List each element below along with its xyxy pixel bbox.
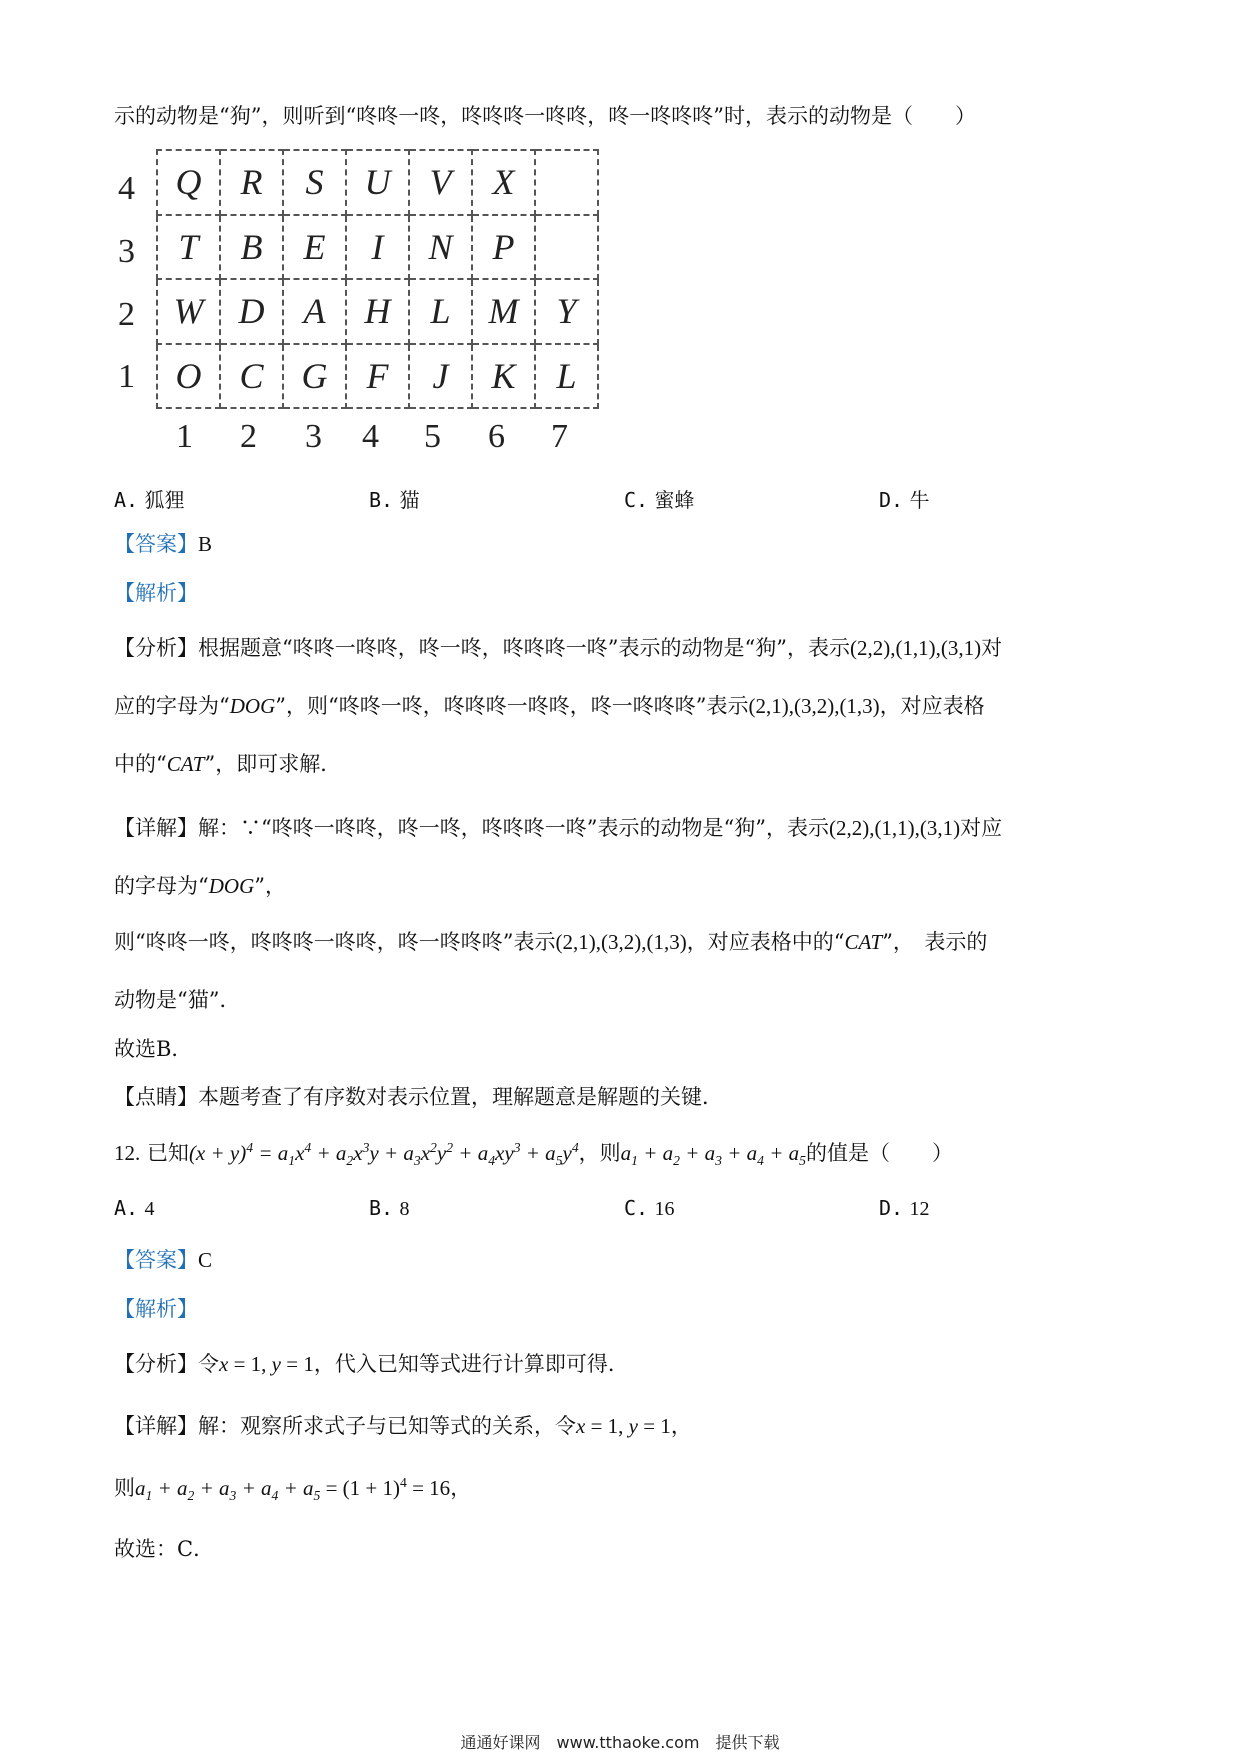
grid-cell: S [283,150,346,215]
col-label-6: 6 [488,418,505,455]
q11-xiangjie-line3: 则“咚咚一咚，咚咚咚一咚咚，咚一咚咚咚”表示(2,1),(3,2),(1,3)，对应表格中的“CAT”， 表示的 [114,930,988,954]
grid-cell: E [283,215,346,280]
letter-grid [156,149,599,409]
q12-choose: 故选：C． [114,1537,215,1561]
grid-cell: P [472,215,535,280]
q12-stem: 12. 已知$(x + y)^4 = a_1x^4 + a_2x^3y + a_3x^2y^2 + a_4xy^3 + a_5y^4$，则$a_1 + a_2 + a_3 + a_4 + a_5$的值是（ ） [114,1140,953,1169]
grid-cell: M [472,279,535,344]
grid-cell: L [409,279,472,344]
grid-cell: Y [535,279,598,344]
grid-cell: T [157,215,220,280]
grid-cell: C [220,344,283,409]
col-label-5: 5 [424,418,441,455]
grid-cell: N [409,215,472,280]
q11-fenxi-line2: 应的字母为“DOG”，则“咚咚一咚，咚咚咚一咚咚，咚一咚咚咚”表示(2,1),(3,2),(1,3)，对应表格 [114,694,985,718]
grid-cell: L [535,344,598,409]
q12-option-d: D. 12 [879,1196,930,1220]
q11-stem-tail: 示的动物是“狗”，则听到“咚咚一咚，咚咚咚一咚咚，咚一咚咚咚”时，表示的动物是（ ） [114,104,976,128]
q11-option-a: A. 狐狸 [114,488,185,512]
grid-cell: A [283,279,346,344]
q12-xiangjie: 【详解】解：观察所求式子与已知等式的关系，令x = 1, y = 1， [114,1414,692,1438]
grid-cell: W [157,279,220,344]
grid-cell [535,150,598,215]
grid-cell: V [409,150,472,215]
col-label-2: 2 [240,418,257,455]
row-label-2: 2 [118,296,135,333]
q11-analysis-tag: 【解析】 [114,581,198,605]
q11-dianjing: 【点睛】本题考查了有序数对表示位置，理解题意是解题的关键． [114,1085,723,1109]
grid-cell: F [346,344,409,409]
grid-cell: D [220,279,283,344]
q11-xiangjie-line4: 动物是“猫”． [114,988,241,1012]
grid-cell: G [283,344,346,409]
footer-watermark: 通通好课网 www.tthaoke.com 提供下载 [460,1733,780,1752]
grid-cell: X [472,150,535,215]
col-label-1: 1 [176,418,193,455]
row-label-4: 4 [118,170,135,207]
grid-cell: B [220,215,283,280]
q11-fenxi-line1: 【分析】根据题意“咚咚一咚咚，咚一咚，咚咚咚一咚”表示的动物是“狗”，表示(2,2),(1,1),(3,1)对 [114,636,1003,660]
q12-option-c: C. 16 [624,1196,675,1220]
q12-then: 则$a_1 + a_2 + a_3 + a_4 + a_5 = (1 + 1)^4 = 16$， [114,1475,472,1504]
q11-option-d: D. 牛 [879,488,930,512]
q12-option-a: A. 4 [114,1196,155,1220]
grid-cell: Q [157,150,220,215]
q11-fenxi-line3: 中的“CAT”，即可求解． [114,752,342,776]
col-label-3: 3 [305,418,322,455]
grid-cell: H [346,279,409,344]
col-label-7: 7 [551,418,568,455]
q12-analysis-tag: 【解析】 [114,1297,198,1321]
grid-cell: O [157,344,220,409]
q11-choose: 故选B． [114,1037,193,1061]
col-label-4: 4 [362,418,379,455]
q12-fenxi: 【分析】令x = 1, y = 1，代入已知等式进行计算即可得． [114,1352,629,1376]
grid-cell: J [409,344,472,409]
q11-xiangjie-line1: 【详解】解：∵“咚咚一咚咚，咚一咚，咚咚咚一咚”表示的动物是“狗”，表示(2,2),(1,1),(3,1)对应 [114,816,1003,840]
q11-option-b: B. 猫 [369,488,420,512]
grid-cell: I [346,215,409,280]
q12-answer: 【答案】C [114,1248,213,1272]
q11-answer: 【答案】B [114,532,213,556]
grid-cell: U [346,150,409,215]
grid-cell [535,215,598,280]
grid-cell: K [472,344,535,409]
q11-option-c: C. 蜜蜂 [624,488,695,512]
q12-option-b: B. 8 [369,1196,410,1220]
row-label-1: 1 [118,358,135,395]
q11-xiangjie-line2: 的字母为“DOG”， [114,874,286,898]
row-label-3: 3 [118,233,135,270]
grid-cell: R [220,150,283,215]
